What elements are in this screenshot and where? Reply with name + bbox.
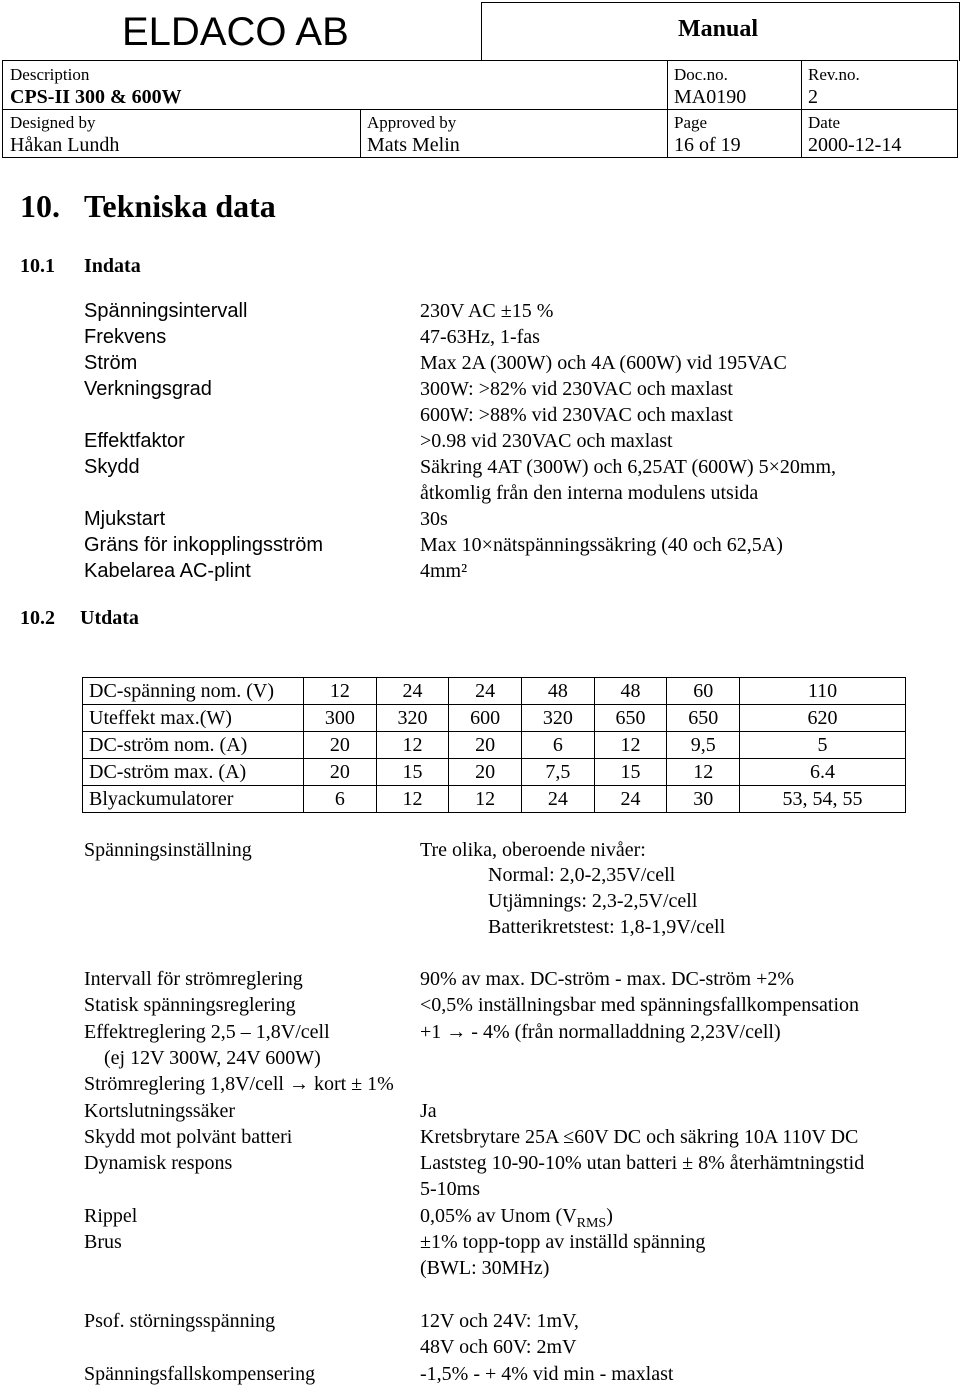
section-number: 10. [20,188,60,224]
row-value-text: Laststeg 10-90-10% utan batteri ± 8% återhämtningstid [420,1152,865,1175]
table-row-header: DC-ström nom. (A) [83,732,304,759]
row-value-text: 90% av max. DC-ström - max. DC-ström +2% [420,968,795,990]
row-value-text: 47-63Hz, 1-fas [420,326,540,348]
table-cell: 20 [449,759,522,786]
designed-label: Designed by [10,113,96,132]
table-cell: 48 [594,678,667,705]
spanningsinstallning-intro: Tre olika, oberoende nivåer: [420,839,646,861]
table-row-header: DC-spänning nom. (V) [83,678,304,705]
table-row [83,705,906,732]
table-row [83,678,906,705]
row-value [420,1150,864,1176]
row-value-text: ±1% topp-topp av inställd spänning [420,1231,706,1253]
row-value-text: 30s [420,508,448,530]
table-cell: 7,5 [522,759,595,786]
row-label: Strömreglering 1,8V/cell → kort ± 1% [84,1073,394,1096]
table-cell: 320 [522,705,595,732]
level-item: Utjämnings: 2,3-2,5V/cell [488,890,698,912]
table-cell: 48 [522,678,595,705]
level-item: Normal: 2,0-2,35V/cell [488,864,676,886]
docno-value: MA0190 [674,86,747,108]
table-cell: 20 [304,732,377,759]
table-cell: 650 [594,705,667,732]
row-label: Statisk spänningsreglering [84,994,296,1017]
row-label: Mjukstart [84,508,166,530]
row-value [420,1255,549,1281]
header-divider [801,61,802,157]
row-value [420,1019,781,1045]
table-row [83,759,906,786]
description-value: CPS-II 300 & 600W [10,86,182,108]
row-value [420,1361,673,1387]
table-row [83,786,906,813]
date-value: 2000-12-14 [808,134,902,156]
row-value-text: (BWL: 30MHz) [420,1257,550,1280]
table-cell: 15 [376,759,449,786]
table-cell: 12 [304,678,377,705]
table-cell: 5 [740,732,906,759]
row-value [420,298,553,324]
approved-label: Approved by [367,113,457,132]
row-value [420,1334,576,1360]
indata-heading [20,254,141,278]
approved-value: Mats Melin [367,134,460,156]
table-cell: 12 [376,786,449,813]
row-value-end: ) [606,1204,613,1227]
row-value [420,428,673,454]
row-value-text: Säkring 4AT (300W) och 6,25AT (600W) 5×20mm, [420,456,837,478]
row-value-text: åtkomlig från den interna modulens utsida [420,482,759,504]
table-cell: 20 [449,732,522,759]
revno-value: 2 [808,86,818,108]
row-value [420,402,733,428]
page-label: Page [674,113,708,132]
company-name: ELDACO AB [122,10,349,54]
table-cell: 15 [594,759,667,786]
row-value [420,1098,437,1124]
table-cell: 12 [376,732,449,759]
row-value-text: 230V AC ±15 % [420,300,554,322]
level-item: Batterikretstest: 1,8-1,9V/cell [488,916,726,938]
row-label: Rippel [84,1204,138,1227]
table-cell: 9,5 [667,732,740,759]
output-table [82,677,906,813]
row-value [420,1124,858,1150]
row-value-text: Ja [420,1099,437,1122]
description-label: Description [10,65,90,84]
table-cell: 12 [594,732,667,759]
row-value [420,966,794,992]
row-label: Gräns för inkopplingsström [84,534,323,556]
row-value-text: 300W: >82% vid 230VAC och maxlast [420,378,733,400]
table-cell: 60 [667,678,740,705]
row-value [420,376,733,402]
doc-type: Manual [678,16,759,42]
utdata-number: 10.2 [20,607,55,629]
row-value [420,506,448,532]
row-value [420,1229,705,1255]
row-value-text: 12V och 24V: 1mV, [420,1309,579,1332]
table-cell: 12 [667,759,740,786]
row-value-text: Kretsbrytare 25A ≤60V DC och säkring 10A 110V DC [420,1125,859,1148]
table-row [83,732,906,759]
header-grid [2,60,958,158]
row-label: Effektfaktor [84,430,185,452]
table-cell: 20 [304,759,377,786]
row-label: Spänningsfallskompensering [84,1362,316,1385]
table-cell: 600 [449,705,522,732]
row-value-text: Max 2A (300W) och 4A (600W) vid 195VAC [420,352,787,374]
row-label: Brus [84,1231,122,1253]
header-divider [667,61,668,157]
row-label: Verkningsgrad [84,378,212,400]
table-cell: 650 [667,705,740,732]
table-cell: 53, 54, 55 [740,786,906,813]
indata-number: 10.1 [20,255,55,277]
row-label: Skydd mot polvänt batteri [84,1125,293,1148]
table-cell: 24 [522,786,595,813]
table-cell: 12 [449,786,522,813]
row-label: Frekvens [84,326,167,348]
spanningsinstallning-row [0,837,252,863]
row-label: (ej 12V 300W, 24V 600W) [104,1046,321,1069]
row-value [420,324,540,350]
page-value: 16 of 19 [674,134,741,156]
table-cell: 6.4 [740,759,906,786]
row-label: Psof. störningsspänning [84,1309,276,1332]
table-row-header: Blyackumulatorer [83,786,304,813]
revno-label: Rev.no. [808,65,860,84]
table-cell: 24 [594,786,667,813]
document-header [0,0,960,162]
table-cell: 110 [740,678,906,705]
row-value-text: -1,5% - + 4% vid min - maxlast [420,1362,674,1385]
row-value [420,454,836,480]
row-value [420,1308,579,1334]
header-divider [360,109,361,157]
row-label: Spänningsinställning [84,839,252,861]
table-cell: 6 [304,786,377,813]
table-row-header: DC-ström max. (A) [83,759,304,786]
table-cell: 30 [667,786,740,813]
section-title: Tekniska data [84,188,276,224]
row-value [420,480,758,506]
row-value-text: 48V och 60V: 2mV [420,1336,577,1359]
row-value-subscript: RMS [576,1215,607,1231]
row-value [420,1176,480,1202]
table-cell: 620 [740,705,906,732]
row-value-text: 4mm² [420,560,468,582]
utdata-title: Utdata [80,607,139,629]
docno-label: Doc.no. [674,65,728,84]
table-cell: 24 [449,678,522,705]
table-cell: 320 [376,705,449,732]
date-label: Date [808,113,841,132]
indata-title: Indata [84,255,141,277]
row-label: Ström [84,352,138,374]
designed-value: Håkan Lundh [10,134,120,156]
row-value-text: 600W: >88% vid 230VAC och maxlast [420,404,733,426]
row-value-text: >0.98 vid 230VAC och maxlast [420,430,673,452]
header-divider [3,109,957,110]
row-value [420,350,787,376]
table-cell: 300 [304,705,377,732]
row-value [420,532,783,558]
row-value-text: Max 10×nätspänningssäkring (40 och 62,5A) [420,534,783,556]
doc-type-box [481,2,960,61]
row-label: Skydd [84,456,140,478]
row-label: Effektreglering 2,5 – 1,8V/cell [84,1020,330,1043]
row-label: Intervall för strömreglering [84,968,303,990]
row-value-text: <0,5% inställningsbar med spänningsfallkompensation [420,994,859,1017]
table-row-header: Uteffekt max.(W) [83,705,304,732]
row-value-text: +1 → - 4% (från normalladdning 2,23V/cell) [420,1020,781,1043]
row-label: Kabelarea AC-plint [84,560,251,582]
row-value-text: 5-10ms [420,1178,480,1201]
table-cell: 24 [376,678,449,705]
section-heading [20,186,276,226]
table-cell: 6 [522,732,595,759]
row-label: Dynamisk respons [84,1152,233,1175]
row-label: Spänningsintervall [84,300,248,322]
utdata-heading [20,606,139,630]
row-label: Kortslutningssäker [84,1099,236,1122]
row-value [420,992,859,1018]
row-value [420,558,467,584]
row-value-text: 0,05% av Unom (V [420,1204,577,1227]
